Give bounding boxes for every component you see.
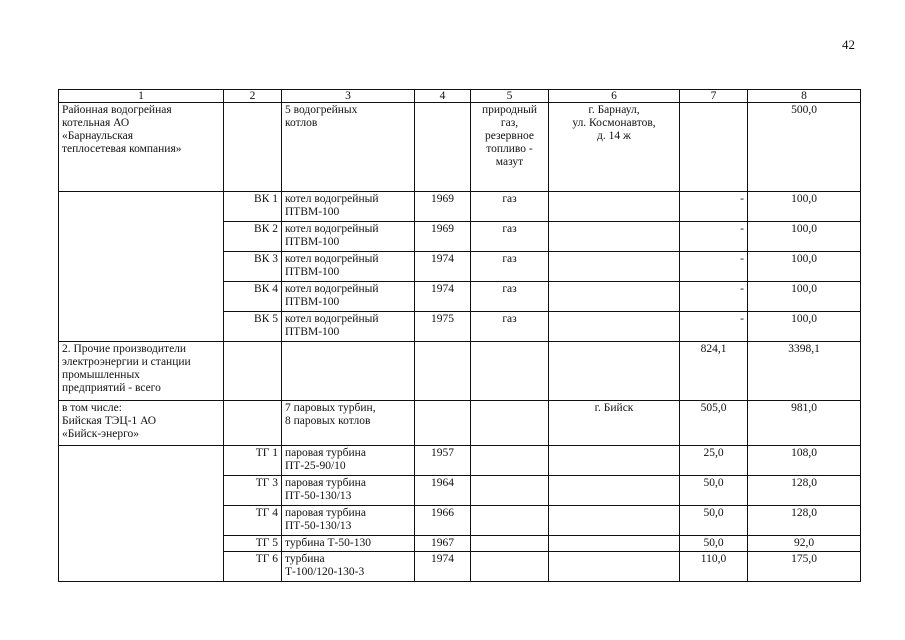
organization-cell: Районная водогрейная котельная АО «Барнаульская теплосетевая компания»: [59, 103, 224, 192]
value-8-cell: 981,0: [748, 401, 861, 446]
value-8-cell: 175,0: [748, 552, 861, 582]
value-8-cell: 128,0: [748, 476, 861, 506]
unit-code-cell: ТГ 6: [224, 552, 282, 582]
fuel-cell: [471, 401, 549, 446]
year-cell: 1969: [415, 192, 471, 222]
unit-code-cell: ТГ 3: [224, 476, 282, 506]
column-number: 5: [471, 90, 549, 103]
year-cell: [415, 401, 471, 446]
location-cell: [549, 342, 680, 401]
unit-code-cell: ВК 2: [224, 222, 282, 252]
location-cell: [549, 222, 680, 252]
fuel-cell: газ: [471, 282, 549, 312]
column-number: 6: [549, 90, 680, 103]
value-7-cell: 824,1: [680, 342, 748, 401]
table-row: [59, 103, 861, 192]
unit-code-cell: ТГ 5: [224, 536, 282, 552]
year-cell: 1969: [415, 222, 471, 252]
value-8-cell: 500,0: [748, 103, 861, 192]
year-cell: 1966: [415, 506, 471, 536]
year-cell: 1964: [415, 476, 471, 506]
equipment-cell: паровая турбина ПТ-50-130/13: [282, 476, 415, 506]
unit-code-cell: [224, 342, 282, 401]
equipment-cell: котел водогрейный ПТВМ-100: [282, 282, 415, 312]
value-7-cell: [680, 103, 748, 192]
column-number-row: [59, 90, 861, 103]
page-number: 42: [842, 37, 855, 52]
value-8-cell: 108,0: [748, 446, 861, 476]
year-cell: 1974: [415, 252, 471, 282]
value-8-cell: 100,0: [748, 252, 861, 282]
fuel-cell: [471, 476, 549, 506]
fuel-cell: газ: [471, 192, 549, 222]
value-7-cell: -: [680, 252, 748, 282]
equipment-table: [58, 89, 861, 582]
value-8-cell: 100,0: [748, 312, 861, 342]
fuel-cell: газ: [471, 252, 549, 282]
unit-code-cell: ВК 3: [224, 252, 282, 282]
value-7-cell: 50,0: [680, 476, 748, 506]
value-8-cell: 128,0: [748, 506, 861, 536]
equipment-cell: паровая турбина ПТ-50-130/13: [282, 506, 415, 536]
equipment-cell: котел водогрейный ПТВМ-100: [282, 222, 415, 252]
year-cell: [415, 103, 471, 192]
equipment-cell: турбина Т-100/120-130-3: [282, 552, 415, 582]
unit-code-cell: ТГ 4: [224, 506, 282, 536]
unit-code-cell: [224, 103, 282, 192]
equipment-cell: турбина Т-50-130: [282, 536, 415, 552]
organization-cell-empty: [59, 446, 224, 582]
location-cell: [549, 282, 680, 312]
location-cell: [549, 536, 680, 552]
year-cell: [415, 342, 471, 401]
year-cell: 1974: [415, 552, 471, 582]
value-8-cell: 92,0: [748, 536, 861, 552]
equipment-cell: котел водогрейный ПТВМ-100: [282, 312, 415, 342]
year-cell: 1967: [415, 536, 471, 552]
fuel-cell: газ: [471, 312, 549, 342]
equipment-cell: 7 паровых турбин, 8 паровых котлов: [282, 401, 415, 446]
equipment-cell: котел водогрейный ПТВМ-100: [282, 192, 415, 222]
fuel-cell: [471, 342, 549, 401]
location-cell: [549, 192, 680, 222]
column-number: 8: [748, 90, 861, 103]
fuel-cell: [471, 536, 549, 552]
table-row: [59, 401, 861, 446]
location-cell: [549, 476, 680, 506]
column-number: 3: [282, 90, 415, 103]
location-cell: [549, 552, 680, 582]
column-number: 4: [415, 90, 471, 103]
column-number: 1: [59, 90, 224, 103]
column-number: 2: [224, 90, 282, 103]
value-8-cell: 100,0: [748, 282, 861, 312]
location-cell: г. Барнаул, ул. Космонавтов, д. 14 ж: [549, 103, 680, 192]
unit-code-cell: ВК 5: [224, 312, 282, 342]
value-8-cell: 3398,1: [748, 342, 861, 401]
fuel-cell: [471, 446, 549, 476]
unit-code-cell: [224, 401, 282, 446]
value-7-cell: 110,0: [680, 552, 748, 582]
unit-code-cell: ВК 1: [224, 192, 282, 222]
location-cell: [549, 252, 680, 282]
value-7-cell: -: [680, 222, 748, 252]
organization-cell: 2. Прочие производители электроэнергии и станции промышленных предприятий - всего: [59, 342, 224, 401]
year-cell: 1957: [415, 446, 471, 476]
column-number: 7: [680, 90, 748, 103]
fuel-cell: газ: [471, 222, 549, 252]
equipment-cell: паровая турбина ПТ-25-90/10: [282, 446, 415, 476]
table-row: [59, 342, 861, 401]
unit-code-cell: ТГ 1: [224, 446, 282, 476]
fuel-cell: природный газ, резервное топливо - мазут: [471, 103, 549, 192]
value-7-cell: 50,0: [680, 536, 748, 552]
value-7-cell: -: [680, 192, 748, 222]
table-row: [59, 446, 861, 476]
value-7-cell: -: [680, 282, 748, 312]
equipment-cell: [282, 342, 415, 401]
fuel-cell: [471, 552, 549, 582]
value-8-cell: 100,0: [748, 192, 861, 222]
equipment-cell: котел водогрейный ПТВМ-100: [282, 252, 415, 282]
value-7-cell: 25,0: [680, 446, 748, 476]
year-cell: 1974: [415, 282, 471, 312]
value-7-cell: -: [680, 312, 748, 342]
unit-code-cell: ВК 4: [224, 282, 282, 312]
year-cell: 1975: [415, 312, 471, 342]
organization-cell: в том числе: Бийская ТЭЦ-1 АО «Бийск-энерго»: [59, 401, 224, 446]
location-cell: г. Бийск: [549, 401, 680, 446]
location-cell: [549, 312, 680, 342]
location-cell: [549, 446, 680, 476]
organization-cell-empty: [59, 192, 224, 342]
location-cell: [549, 506, 680, 536]
table-row: [59, 192, 861, 222]
value-8-cell: 100,0: [748, 222, 861, 252]
value-7-cell: 50,0: [680, 506, 748, 536]
equipment-cell: 5 водогрейных котлов: [282, 103, 415, 192]
value-7-cell: 505,0: [680, 401, 748, 446]
fuel-cell: [471, 506, 549, 536]
